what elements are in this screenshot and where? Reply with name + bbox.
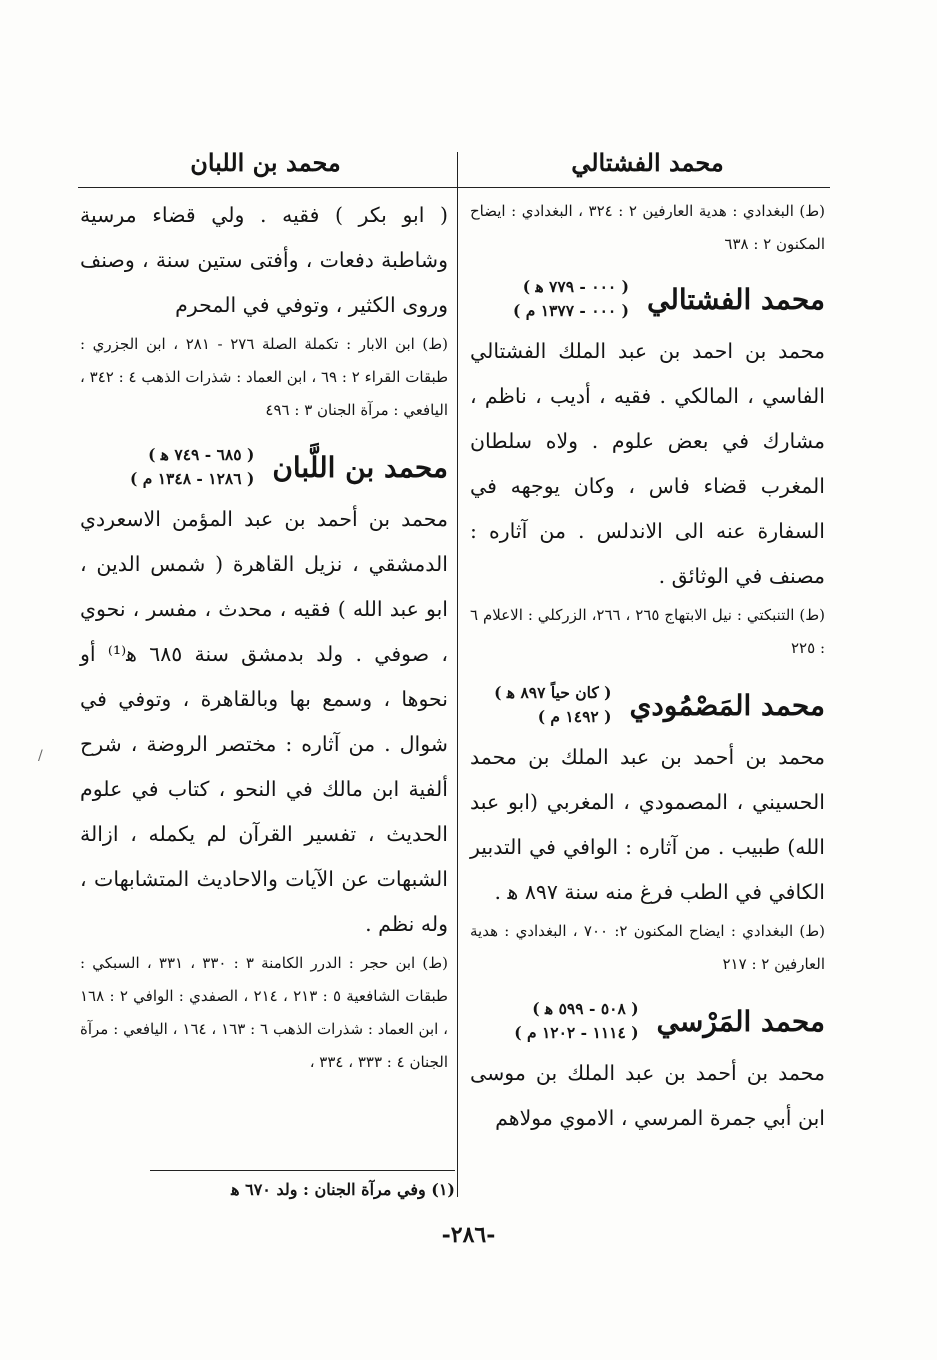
left-column-header: محمد بن اللبان: [190, 148, 341, 177]
date-hijri: ( ٦٨٥ - ٧٤٩ ﻫ ): [148, 445, 255, 464]
date-hijri: ( ٠٠٠ - ٧٧٩ ﻫ ): [522, 277, 629, 296]
entry-heading-fishtali: [470, 275, 825, 323]
entry-references: (ط) التنبكتي : نيل الابتهاج ٢٦٥ ، ٢٦٦، الزركلي : الاعلام ٦ : ٢٢٥: [470, 606, 825, 657]
entry-heading-labban: [80, 443, 448, 491]
entry-dates: [514, 997, 638, 1045]
right-column: [470, 195, 825, 1141]
date-gregorian: ( ٠٠٠ - ١٣٧٧ م ): [512, 301, 629, 320]
continued-entry-references: (ط) ابن الابار : تكملة الصلة ٢٧٦ - ٢٨١ ، ابن الجزري : طبقات القراء ٢ : ٦٩ ، ابن العماد : شذرات الذهب ٤ : ٣٤٢ ، اليافعي : مرآة الجنان ٣ : ٤٩٦: [80, 335, 449, 419]
margin-mark: /: [38, 748, 43, 764]
right-column-header: محمد الفشتالي: [571, 148, 724, 177]
date-hijri: ( ٥٠٨ - ٥٩٩ ﻫ ): [532, 999, 639, 1018]
entry-dates: [494, 681, 611, 729]
date-gregorian: ( ١١١٤ - ١٢٠٢ م ): [514, 1023, 639, 1042]
footnote-rule: [150, 1170, 455, 1171]
entry-body: محمد بن احمد بن عبد الملك الفشتالي الفاسي ، المالكي . فقيه ، أديب ، ناظم ، مشارك في بعض علوم . ولاه سلطان المغرب قضاء فاس ، وكان يوجهه في السفارة عنه الى الاندلس . من آثاره : مصنف في الوثائق .: [470, 339, 825, 588]
entry-name: محمد بن اللَّبان: [272, 450, 448, 484]
entry-name: محمد المَصْمُودي: [629, 688, 825, 722]
entry-body: محمد بن أحمد بن عبد الملك بن محمد الحسيني ، المصمودي ، المغربي (ابو عبد الله) طبيب . من آثاره : الوافي في التدبير الكافي في الطب فرغ منه سنة ٨٩٧ ﻫ .: [470, 745, 825, 904]
entry-body: محمد بن أحمد بن عبد المؤمن الاسعردي الدمشقي ، نزيل القاهرة ( شمس الدين ، ابو عبد الله ) فقيه ، محدث ، مفسر ، نحوي ، صوفي . ولد بدمشق سنة ٦٨٥ ﻫ⁽¹⁾ أو نحوها ، وسمع بها وبالقاهرة ، وتوفي في شوال . من آثاره : مختصر الروضة ، شرح ألفية ابن مالك في النحو ، كتاب في علوم الحديث ، تفسير القرآن لم يكمله ، ازالة الشبهات عن الآيات والاحاديث المتشابهات ، وله نظم .: [80, 507, 448, 936]
column-divider: [457, 152, 458, 1197]
right-top-references: (ط) البغدادي : هدية العارفين ٢ : ٣٢٤ ، البغدادي : ايضاح المكنون ٢ : ٦٣٨: [470, 202, 825, 253]
entry-dates: [513, 275, 629, 323]
entry-heading-masmudi: [470, 681, 825, 729]
date-gregorian: ( ١٢٨٦ - ١٣٤٨ م ): [129, 469, 255, 488]
entry-dates: [130, 443, 254, 491]
date-gregorian: ( ١٤٩٢ م ): [537, 707, 612, 726]
page-number: -٢٨٦-: [441, 1222, 496, 1248]
entry-body: محمد بن أحمد بن عبد الملك بن موسى ابن أبي جمرة المرسي ، الاموي مولاهم: [470, 1061, 825, 1130]
entry-name: محمد المَرْسي: [656, 1004, 825, 1038]
left-column: [80, 193, 448, 1079]
continued-entry-body: ( ابو بكر ) فقيه . ولي قضاء مرسية وشاطبة دفعات ، وأفتى ستين سنة ، وصنف وروى الكثير ، وتوفي في المحرم: [80, 203, 448, 317]
footnote: (١) وفي مرآة الجنان : ولد ٦٧٠ ﻫ: [231, 1180, 455, 1199]
entry-references: (ط) ابن حجر : الدرر الكامنة ٣ : ٣٣٠ ، ٣٣١ ، السبكي : طبقات الشافعية ٥ : ٢١٣ ، ٢١٤ ، الصفدي : الوافي ٢ : ١٦٨ ، ابن العماد : شذرات الذهب ٦ : ١٦٣ ، ١٦٤ ، اليافعي : مرآة الجنان ٤ : ٣٣٣ ، ٣٣٤ ،: [80, 954, 448, 1071]
date-hijri: ( كان حياً ٨٩٧ ﻫ ): [494, 683, 612, 702]
entry-name: محمد الفشتالي: [646, 282, 825, 316]
entry-references: (ط) البغدادي : ايضاح المكنون ٢: ٧٠٠ ، البغدادي : هدية العارفين ٢ : ٢١٧: [470, 922, 825, 973]
entry-heading-mursi: [470, 997, 825, 1045]
header-rule: [78, 187, 830, 188]
